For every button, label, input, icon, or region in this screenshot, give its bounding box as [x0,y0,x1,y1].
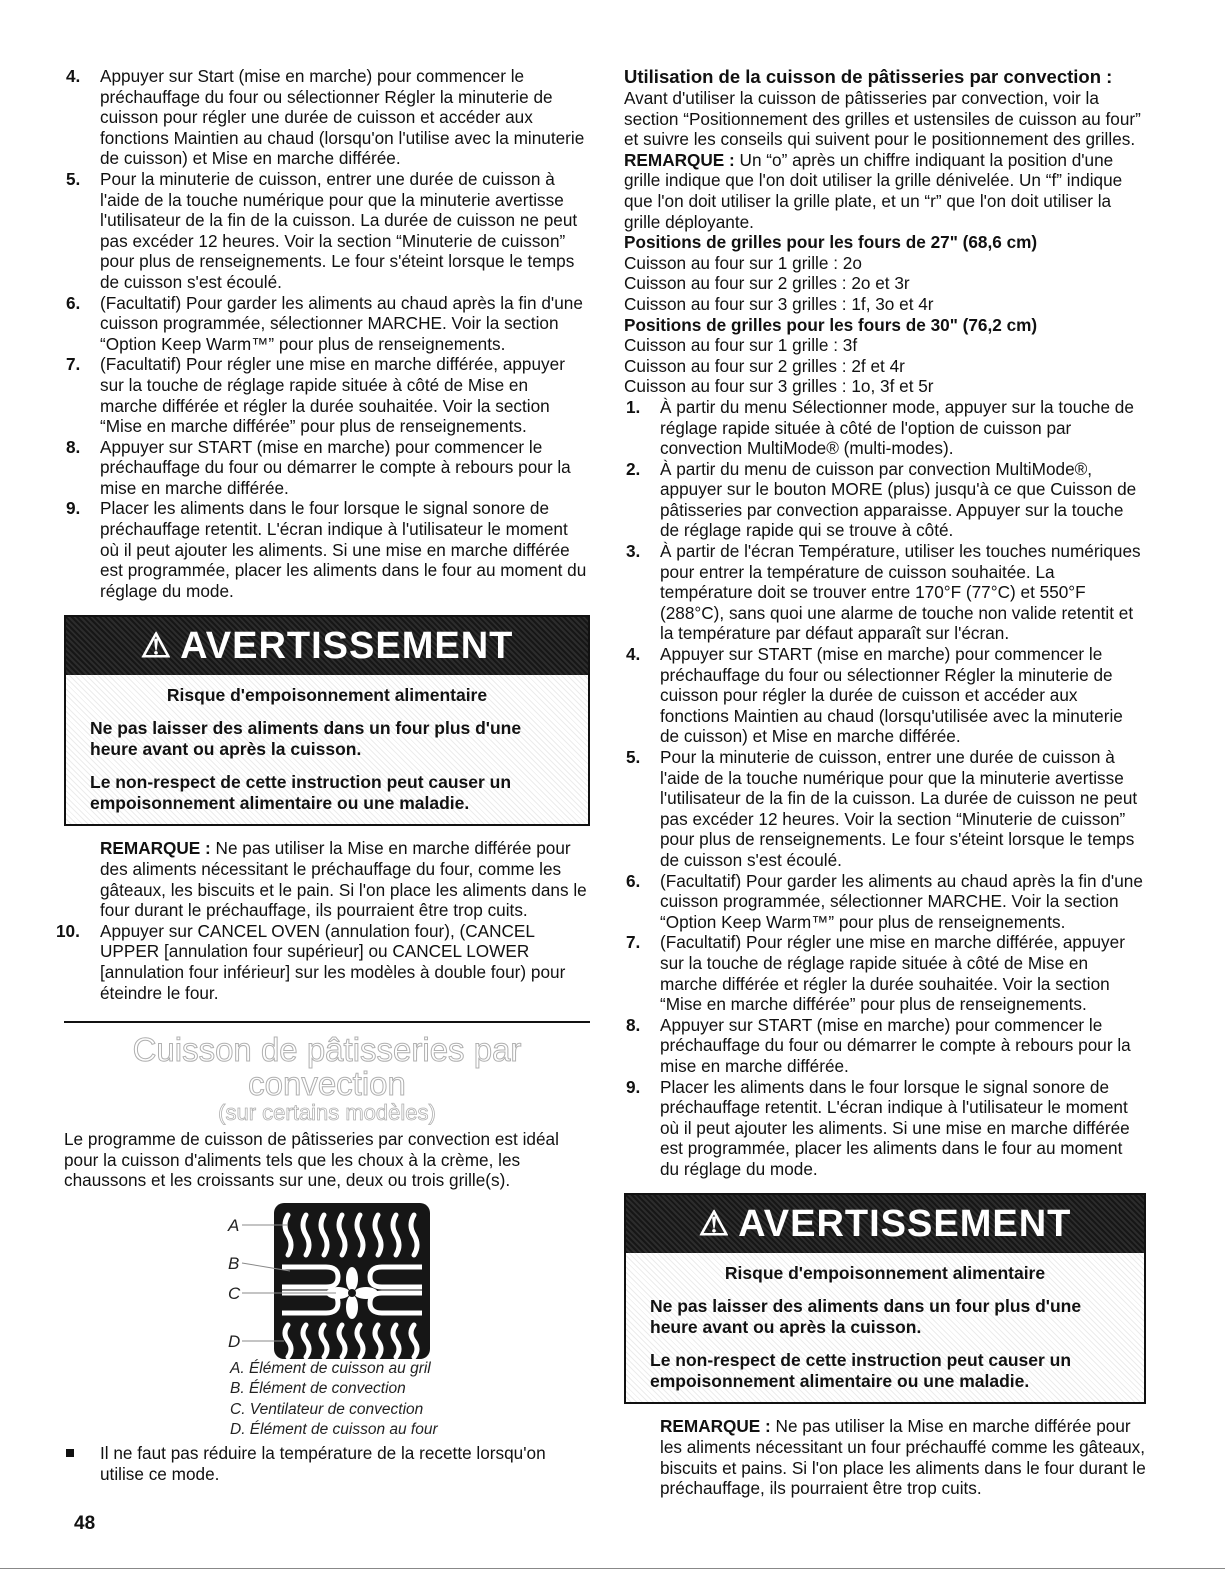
positions-30-line: Cuisson au four sur 2 grilles : 2f et 4r [624,355,905,376]
right-intro: Avant d'utiliser la cuisson de pâtisseries par convection, voir la section “Positionnement des grilles et ustensiles de cuisson au four” et suivre les conseils qui suivent pour le positionnement des grilles. [624,88,1141,150]
list-item: 1. À partir du menu Sélectionner mode, appuyer sur la touche de réglage rapide située à côté de l'option de cuisson par convection MultiMode® (multi-modes). [626,396,1134,459]
list-item: 7. (Facultatif) Pour régler une mise en marche différée, appuyer sur la touche de réglage rapide située à côté de Mise en marche différée et régler la durée souhaitée. Voir la section “Mise en marche différée” pour plus de renseignements. [626,932,1125,1015]
right-remark: REMARQUE : Un “o” après un chiffre indiquant la position d'une grille indique que l'on doit utiliser la grille dénivelée. Un “f” indique que l'on doit utiliser la grille plate, et un “r” que l'on doit utiliser la grille déployante. [624,149,1123,232]
bullet-note: Il ne faut pas réduire la température de la recette lorsqu'on utilise ce mode. [64,1443,590,1484]
figure-captions [64,1359,438,1441]
figure-label-d: D [228,1331,241,1351]
list-item: 9. Placer les aliments dans le four lorsque le signal sonore de préchauffage retentit. L'écran indique à l'utilisateur le moment où il peut ajouter les aliments. Si une mise en marche différée est programmée, placer les aliments dans le four au moment du réglage du mode. [626,1076,1130,1179]
positions-27-line: Cuisson au four sur 3 grilles : 1f, 3o et 4r [624,293,934,314]
list-item: 3. À partir de l'écran Température, utiliser les touches numériques pour entrer la température de cuisson souhaitée. La température doit se trouver entre 170°F (77°C) et 550°F (288°C), sans quoi une alarme de touche non valide retentit et la température par défaut apparaît sur l'écran. [626,541,1141,644]
caption-line: A. Élément de cuisson au gril [230,1359,431,1377]
section-intro: Le programme de cuisson de pâtisseries par convection est idéal pour la cuisson d'aliments tels que les choux à la crème, les chaussons et les croissants sur une, deux ou trois grille(s). [64,1129,559,1191]
positions-30-line: Cuisson au four sur 1 grille : 3f [624,335,858,356]
list-item: 8. Appuyer sur START (mise en marche) pour commencer le préchauffage du four ou démarrer le compte à rebours pour la mise en marche différée. [626,1014,1131,1076]
figure-labels [227,1216,241,1351]
warning-risk: Risque d'empoisonnement alimentaire [166,685,488,706]
warning-line: Ne pas laisser des aliments dans un four plus d'une heure avant ou après la cuisson. [650,1296,1082,1338]
remark: REMARQUE : Ne pas utiliser la Mise en marche différée pour des aliments nécessitant le préchauffage du four, comme les gâteaux, les biscuits et le pain. Si l'on place les aliments dans le four durant le préchauffage, ils pourraient être trop cuits. [100,838,587,921]
right-steps-list [624,397,1146,1180]
list-item: 4. Appuyer sur START (mise en marche) pour commencer le préchauffage du four ou sélectionner Régler la minuterie de cuisson pour régler la durée de cuisson et accéder aux fonctions Maintien au chaud (lorsqu'utilisée avec la minuterie de cuisson) et Mise en marche différée. [626,644,1123,747]
warning-line: Le non-respect de cette instruction peut causer un empoisonnement alimentaire ou une maladie. [650,1350,1072,1392]
list-item: 2. À partir du menu de cuisson par convection MultiMode®, appuyer sur le bouton MORE (plus) jusqu'à ce que Cuisson de pâtisseries par convection apparaisse. Appuyer sur la touche de réglage rapide qui se trouve à côté. [626,458,1137,541]
warning-title: AVERTISSEMENT [738,1203,1072,1246]
step-10-list [56,920,590,1003]
list-item: 6. (Facultatif) Pour garder les aliments au chaud après la fin d'une cuisson programmée, sélectionner MARCHE. Voir la section “Option Keep Warm™” pour plus de renseignements. [66,292,583,354]
list-item: 8. Appuyer sur START (mise en marche) pour commencer le préchauffage du four ou démarrer le compte à rebours pour la mise en marche différée. [66,436,571,498]
positions-27-title: Positions de grilles pour les fours de 27" (68,6 cm) [624,232,1038,253]
section-subtitle: (sur certains modèles) [218,1100,436,1126]
list-item: 5. Pour la minuterie de cuisson, entrer une durée de cuisson à l'aide de la touche numérique pour que la minuterie avertisse l'utilisateur de la fin de la cuisson. La durée de cuisson ne peut pas excéder 12 heures. Voir la section “Minuterie de cuisson” pour plus de renseignements. Le four s'éteint lorsque le temps de cuisson s'est écoulé. [626,747,1138,870]
figure-label-a: A [228,1215,240,1235]
warning-risk: Risque d'empoisonnement alimentaire [724,1263,1046,1284]
list-item: 4. Appuyer sur Start (mise en marche) pour commencer le préchauffage du four ou sélectionner Régler la minuterie de cuisson pour régler une durée de cuisson et accéder aux fonctions Maintien au chaud (lorsqu'on l'utilise avec la minuterie de cuisson) et Mise en marche différée. [66,66,585,169]
section-divider [64,1021,590,1023]
list-item: 6. (Facultatif) Pour garder les aliments au chaud après la fin d'une cuisson programmée, sélectionner MARCHE. Voir la section “Option Keep Warm™” pour plus de renseignements. [626,870,1143,932]
remark: REMARQUE : Ne pas utiliser la Mise en marche différée pour les aliments nécessitant un four préchauffé comme les gâteaux, biscuits et pains. Si l'on place les aliments dans le four durant le préchauffage, ils pourraient être trop cuits. [660,1416,1146,1499]
positions-30-title: Positions de grilles pour les fours de 30" (76,2 cm) [624,314,1038,335]
caption-line: B. Élément de convection [230,1380,406,1398]
left-column [56,66,590,1484]
warning-icon: ⚠ [698,1205,731,1244]
right-heading: Utilisation de la cuisson de pâtisseries par convection : [624,66,1113,87]
warning-icon: ⚠ [140,627,173,666]
section-title: Cuisson de pâtisseries par convection [132,1031,522,1103]
figure-label-c: C [228,1283,241,1303]
warning-line: Ne pas laisser des aliments dans un four plus d'une heure avant ou après la cuisson. [90,718,522,760]
warning-body [626,1253,1144,1402]
list-item: 10. Appuyer sur CANCEL OVEN (annulation four), (CANCEL UPPER [annulation four supérieur] ou CANCEL LOWER [annulation four inférieur] sur les modèles à double four) pour éteindre le four. [56,920,566,1003]
right-column [624,66,1146,1499]
positions-27-line: Cuisson au four sur 1 grille : 2o [624,252,862,273]
warning-header [66,617,588,675]
warning-box [64,615,590,826]
bullet-square-icon [66,1449,74,1457]
caption-line: D. Élément de cuisson au four [230,1421,438,1439]
oven-diagram [64,1197,590,1439]
page-number: 48 [74,1513,96,1534]
warning-box [624,1193,1146,1404]
warning-header [626,1195,1144,1253]
warning-body [66,675,588,824]
warning-title: AVERTISSEMENT [180,625,514,668]
positions-30-line: Cuisson au four sur 3 grilles : 1o, 3f et 5r [624,376,934,397]
list-item: 5. Pour la minuterie de cuisson, entrer une durée de cuisson à l'aide de la touche numérique pour que la minuterie avertisse l'utilisateur de la fin de la cuisson. La durée de cuisson ne peut pas excéder 12 heures. Voir la section “Minuterie de cuisson” pour plus de renseignements. Le four s'éteint lorsque le temps de cuisson s'est écoulé. [66,168,578,292]
left-steps-list [64,66,590,601]
figure-label-b: B [228,1253,240,1273]
warning-line: Le non-respect de cette instruction peut causer un empoisonnement alimentaire ou une maladie. [90,772,512,814]
list-item: 9. Placer les aliments dans le four lorsque le signal sonore de préchauffage retentit. L'écran indique à l'utilisateur le moment où il peut ajouter les aliments. Si une mise en marche différée est programmée, placer les aliments dans le four au moment du réglage du mode. [66,498,587,601]
list-item: 7. (Facultatif) Pour régler une mise en marche différée, appuyer sur la touche de réglage rapide située à côté de Mise en marche différée et régler la durée souhaitée. Voir la section “Mise en marche différée” pour plus de renseignements. [66,354,565,437]
caption-line: C. Ventilateur de convection [230,1400,424,1418]
footer-rule [0,1568,1225,1569]
positions-27-line: Cuisson au four sur 2 grilles : 2o et 3r [624,273,910,294]
